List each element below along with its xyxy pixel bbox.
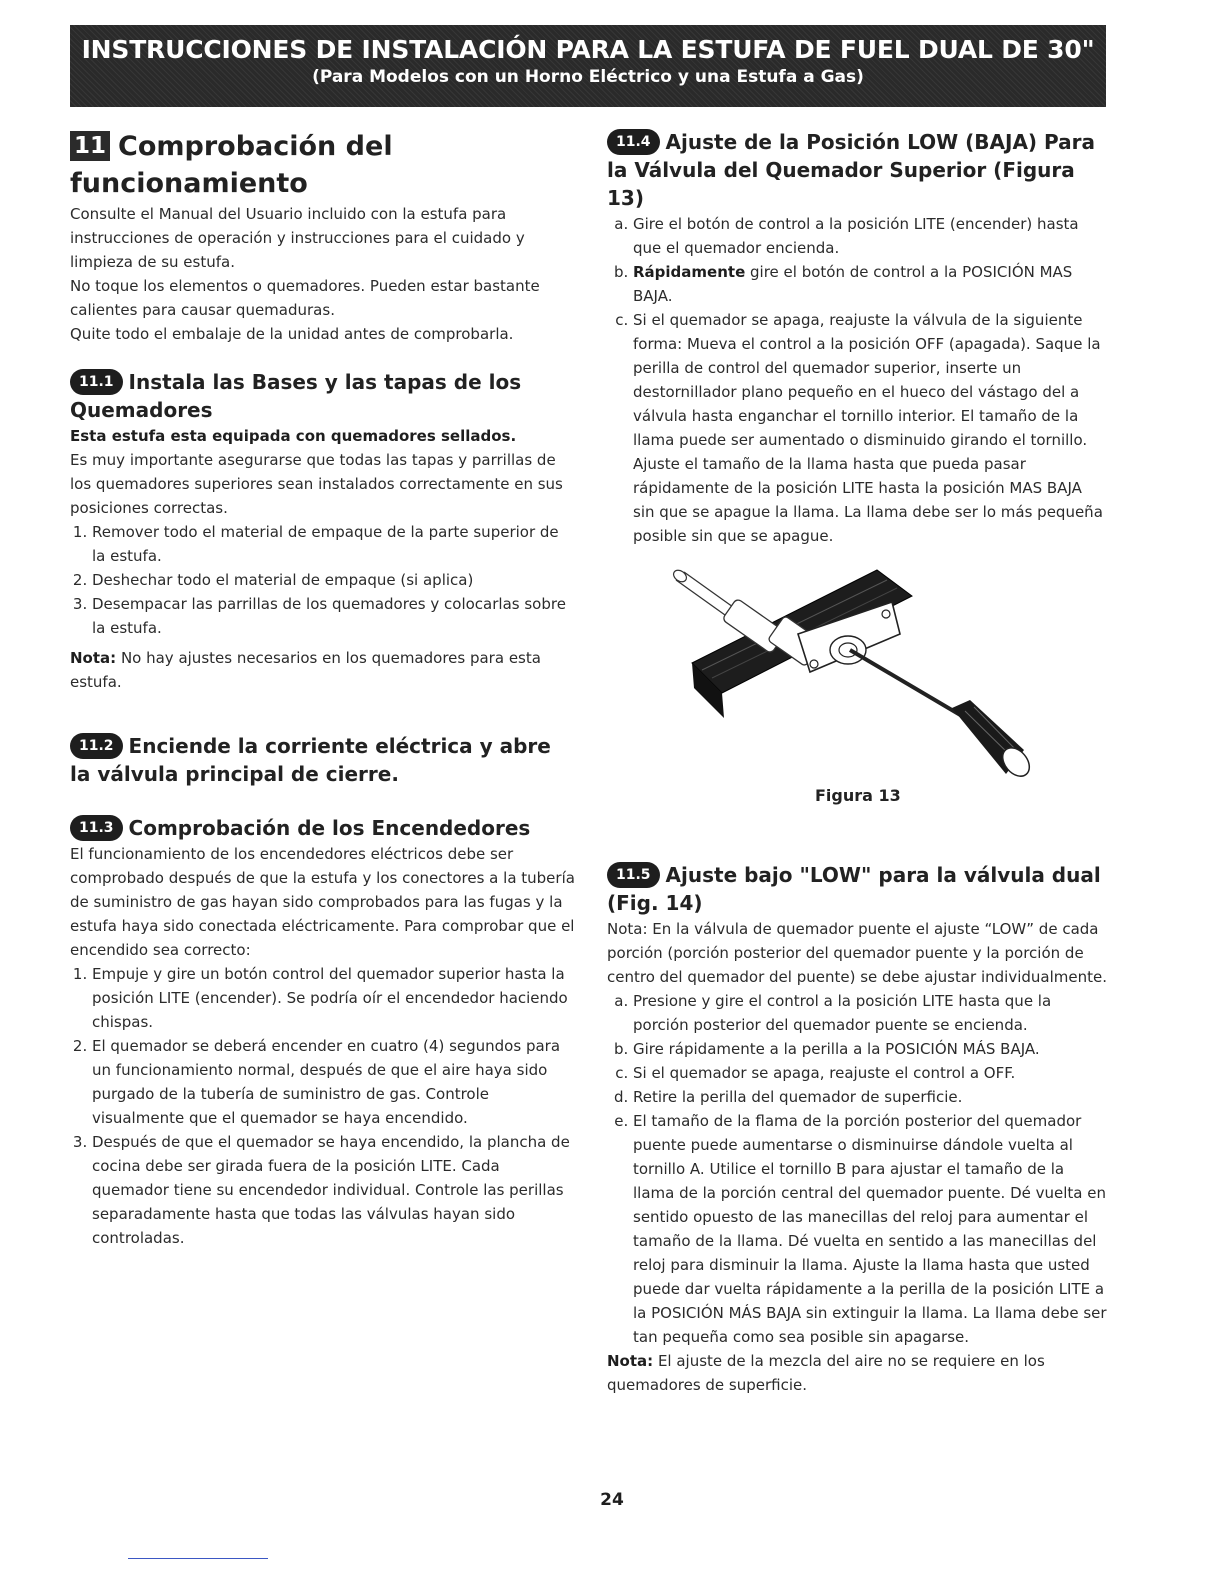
section-11-heading bbox=[70, 128, 575, 202]
subsection-11-2-heading bbox=[70, 732, 575, 788]
sealed-burners-statement: Esta estufa esta equipada con quemadores sellados. bbox=[70, 427, 517, 445]
list-item: a. Presione y gire el control a la posición LITE hasta que la porción posterior del quemador puente se encienda. bbox=[633, 989, 1107, 1037]
subsection-11-4-list bbox=[607, 212, 1107, 548]
list-item: a. Gire el botón de control a la posición LITE (encender) hasta que el quemador encienda. bbox=[633, 212, 1107, 260]
list-item: 2. Deshechar todo el material de empaque (si aplica) bbox=[92, 568, 575, 592]
note-text: No hay ajustes necesarios en los quemadores para esta estufa. bbox=[70, 649, 541, 691]
intro-paragraph: Consulte el Manual del Usuario incluido con la estufa para instrucciones de operación y instrucciones para el cuidado y limpieza de su estufa. bbox=[70, 205, 525, 271]
list-item: d. Retire la perilla del quemador de superficie. bbox=[633, 1085, 1107, 1109]
subsection-11-1-heading bbox=[70, 368, 575, 424]
subsection-11-1-list bbox=[70, 520, 575, 640]
list-item: 2. El quemador se deberá encender en cuatro (4) segundos para un funcionamiento normal, después de que el aire haya sido purgado de la tubería de suministro de gas. Controle visualmente que el quemador se haya encendido. bbox=[92, 1034, 575, 1130]
step-badge-11-3: 11.3 bbox=[70, 815, 123, 841]
list-item: 1. Remover todo el material de empaque de la parte superior de la estufa. bbox=[92, 520, 575, 568]
subsection-11-2-title: Enciende la corriente eléctrica y abre la válvula principal de cierre. bbox=[70, 734, 551, 786]
subsection-11-5-intro: Nota: En la válvula de quemador puente el ajuste “LOW” de cada porción (porción posterior del quemador puente y la porción de centro del quemador del puente) se debe ajustar individualmente. bbox=[607, 920, 1107, 986]
note-label: Nota: bbox=[70, 649, 117, 667]
banner-subtitle: (Para Modelos con un Horno Eléctrico y una Estufa a Gas) bbox=[312, 67, 864, 87]
step-badge-11-5: 11.5 bbox=[607, 862, 660, 888]
right-column bbox=[607, 128, 1107, 1397]
emphasis-text: Rápidamente bbox=[633, 263, 746, 281]
subsection-11-3-title: Comprobación de los Encendedores bbox=[128, 816, 531, 840]
subsection-11-3-intro: El funcionamiento de los encendedores eléctricos debe ser comprobado después de que la estufa y los conectores a la tubería de suministro de gas hayan sido comprobados para las fugas y la estufa haya sido conectada eléctricamente. Para comprobar que el encendido sea correcto: bbox=[70, 845, 575, 959]
packaging-paragraph: Quite todo el embalaje de la unidad antes de comprobarla. bbox=[70, 325, 514, 343]
subsection-11-3-list bbox=[70, 962, 575, 1250]
list-item: c. Si el quemador se apaga, reajuste el control a OFF. bbox=[633, 1061, 1107, 1085]
subsection-11-1-intro: Es muy importante asegurarse que todas las tapas y parrillas de los quemadores superiores sean instalados correctamente en sus posiciones correctas. bbox=[70, 451, 563, 517]
note-label: Nota: bbox=[607, 1352, 654, 1370]
subsection-11-5-list bbox=[607, 989, 1107, 1349]
step-badge-11-4: 11.4 bbox=[607, 129, 660, 155]
subsection-11-4-heading bbox=[607, 128, 1107, 212]
list-item-text: gire el botón de control a la POSICIÓN MAS BAJA. bbox=[633, 263, 1073, 305]
section-11-title: Comprobación del funcionamiento bbox=[70, 131, 393, 199]
valve-screwdriver-illustration bbox=[662, 558, 1062, 808]
banner-title: INSTRUCCIONES DE INSTALACIÓN PARA LA ESTUFA DE FUEL DUAL DE 30" bbox=[81, 35, 1095, 64]
warning-paragraph: No toque los elementos o quemadores. Pueden estar bastante calientes para causar quemaduras. bbox=[70, 277, 540, 319]
step-badge-11-2: 11.2 bbox=[70, 733, 123, 759]
screwdriver-icon bbox=[850, 650, 1035, 781]
footer-rule bbox=[128, 1558, 268, 1559]
page-number: 24 bbox=[600, 1490, 624, 1510]
subsection-11-5-note bbox=[607, 1349, 1107, 1397]
subsection-11-5-title: Ajuste bajo "LOW" para la válvula dual (Fig. 14) bbox=[607, 863, 1101, 915]
title-banner bbox=[70, 25, 1106, 107]
subsection-11-3-heading bbox=[70, 814, 575, 842]
subsection-11-4-title: Ajuste de la Posición LOW (BAJA) Para la Válvula del Quemador Superior (Figura 13) bbox=[607, 130, 1095, 210]
list-item: 3. Después de que el quemador se haya encendido, la plancha de cocina debe ser girada fuera de la posición LITE. Cada quemador tiene su encendedor individual. Controle las perillas separadamente hasta que todas las válvulas hayan sido controladas. bbox=[92, 1130, 575, 1250]
figure-13 bbox=[607, 558, 1107, 853]
subsection-11-5-heading bbox=[607, 861, 1107, 917]
list-item bbox=[633, 260, 1107, 308]
step-badge-11-1: 11.1 bbox=[70, 369, 123, 395]
figure-caption: Figura 13 bbox=[815, 786, 901, 805]
list-item: 3. Desempacar las parrillas de los quemadores y colocarlas sobre la estufa. bbox=[92, 592, 575, 640]
subsection-11-1-title: Instala las Bases y las tapas de los Quemadores bbox=[70, 370, 522, 422]
note-text: El ajuste de la mezcla del aire no se requiere en los quemadores de superficie. bbox=[607, 1352, 1045, 1394]
list-item: 1. Empuje y gire un botón control del quemador superior hasta la posición LITE (encender). Se podría oír el encendedor haciendo chispas. bbox=[92, 962, 575, 1034]
list-item: e. El tamaño de la flama de la porción posterior del quemador puente puede aumentarse o disminuirse dándole vuelta al tornillo A. Utilice el tornillo B para ajustar el tamaño de la llama de la porción central del quemador puente. Dé vuelta en sentido opuesto de las manecillas del reloj para aumentar el tamaño de la llama. Dé vuelta en sentido a las manecillas del reloj para disminuir la llama. Ajuste la llama hasta que usted puede dar vuelta rápidamente a la perilla de la posición LITE a la POSICIÓN MÁS BAJA sin extinguir la llama. La llama debe ser tan pequeña como sea posible sin apagarse. bbox=[633, 1109, 1107, 1349]
left-column bbox=[70, 128, 575, 1250]
subsection-11-1-note bbox=[70, 646, 575, 694]
list-item: b. Gire rápidamente a la perilla a la POSICIÓN MÁS BAJA. bbox=[633, 1037, 1107, 1061]
section-number-box: 11 bbox=[70, 131, 110, 161]
list-item: c. Si el quemador se apaga, reajuste la válvula de la siguiente forma: Mueva el control a la posición OFF (apagada). Saque la perilla de control del quemador superior, inserte un destornillador plano pequeño en el hueco del vástago del a válvula hasta enganchar el tornillo interior. El tamaño de la llama puede ser aumentado o disminuido girando el tornillo. Ajuste el tamaño de la llama hasta que pueda pasar rápidamente de la posición LITE hasta la posición MAS BAJA sin que se apague la llama. La llama debe ser lo más pequeña posible sin que se apague. bbox=[633, 308, 1107, 548]
